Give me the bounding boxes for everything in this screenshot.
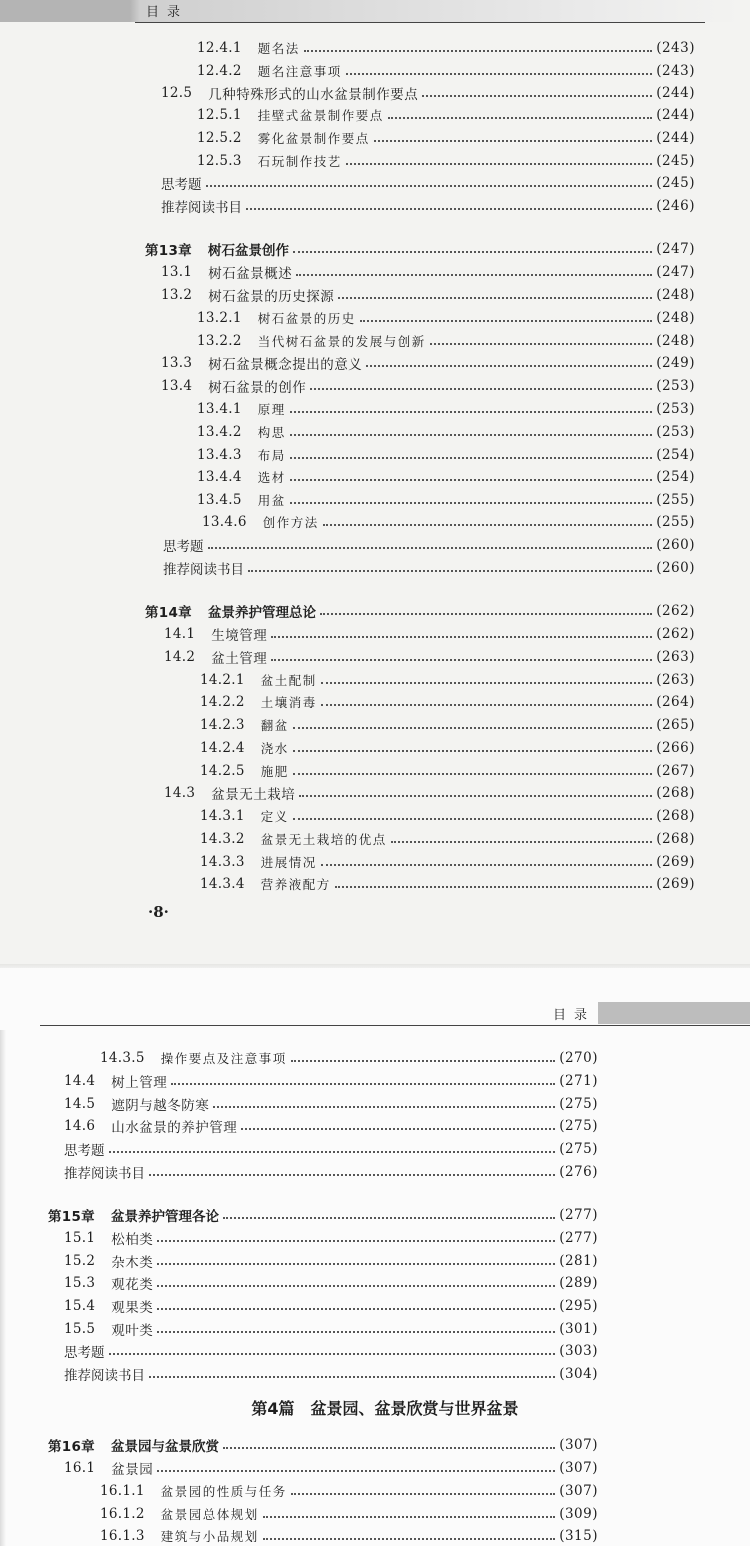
entry-number: 12.4.2 <box>197 63 242 79</box>
entry-page: (248) <box>656 333 695 349</box>
toc-entry <box>200 691 695 713</box>
entry-page: (304) <box>559 1366 598 1382</box>
toc-entry <box>161 261 695 283</box>
toc-entry <box>202 511 695 533</box>
dot-leader <box>290 411 652 413</box>
entry-page: (295) <box>559 1298 598 1314</box>
toc-entry <box>197 489 695 511</box>
dot-leader <box>299 795 652 797</box>
dot-leader <box>109 1353 556 1355</box>
entry-page: (248) <box>656 287 695 303</box>
toc-entry <box>197 421 695 443</box>
toc-entry <box>197 104 695 126</box>
entry-page: (243) <box>656 40 695 56</box>
entry-page: (289) <box>559 1275 598 1291</box>
entry-number: 13.4 <box>161 378 193 394</box>
dot-leader <box>293 773 652 775</box>
dot-leader <box>171 1083 555 1085</box>
entry-number: 13.2.2 <box>197 333 242 349</box>
entry-page: (277) <box>559 1207 598 1223</box>
dot-leader <box>388 117 652 119</box>
toc-entry <box>161 284 695 306</box>
entry-number: 12.5.2 <box>197 130 242 146</box>
entry-page: (275) <box>559 1118 598 1134</box>
toc-entry <box>161 352 695 374</box>
dot-leader <box>338 297 652 299</box>
entry-number: 13.2.1 <box>197 310 242 326</box>
dot-leader <box>149 1376 555 1378</box>
toc-entry <box>200 669 695 691</box>
dot-leader <box>157 1470 555 1472</box>
toc-entry <box>197 330 695 352</box>
toc-entry <box>64 1295 598 1317</box>
toc-chapter-entry <box>145 238 695 260</box>
dot-leader <box>206 185 653 187</box>
toc-entry <box>164 623 695 645</box>
entry-page: (266) <box>656 740 695 756</box>
toc-entry <box>100 1047 598 1069</box>
entry-title: 盆景园与盆景欣赏 <box>111 1439 219 1455</box>
entry-number: 14.6 <box>64 1118 96 1134</box>
entry-page: (271) <box>559 1073 598 1089</box>
entry-number: 第16章 <box>48 1439 95 1455</box>
toc-entry <box>200 714 695 736</box>
dot-leader <box>293 251 652 253</box>
entry-page: (249) <box>656 355 695 371</box>
dot-leader <box>290 502 652 504</box>
entry-page: (254) <box>656 469 695 485</box>
entry-title: 盆景园的性质与任务 <box>160 1484 287 1499</box>
entry-title: 用盆 <box>257 493 286 508</box>
entry-title: 盆土管理 <box>211 651 268 667</box>
dot-leader <box>223 1447 555 1449</box>
entry-page: (281) <box>559 1253 598 1269</box>
entry-title: 树上管理 <box>111 1075 168 1091</box>
dot-leader <box>213 1106 555 1108</box>
entry-page: (269) <box>656 876 695 892</box>
dot-leader <box>291 1060 555 1062</box>
entry-number: 16.1.1 <box>100 1483 145 1499</box>
entry-number: 14.3.3 <box>200 854 245 870</box>
entry-title: 思考题 <box>163 539 204 555</box>
entry-number: 15.3 <box>64 1275 96 1291</box>
toc-entry <box>100 1525 598 1546</box>
header-rule <box>40 1025 750 1026</box>
entry-page: (269) <box>656 854 695 870</box>
part-title: 第4篇 盆景园、盆景欣赏与世界盆景 <box>251 1399 519 1418</box>
dot-leader <box>320 613 652 615</box>
entry-page: (263) <box>656 672 695 688</box>
entry-number: 第15章 <box>48 1209 95 1225</box>
entry-number: 16.1.2 <box>100 1506 145 1522</box>
toc-entry <box>64 1227 598 1249</box>
toc-entry <box>100 1503 598 1525</box>
entry-page: (245) <box>656 175 695 191</box>
toc-entry <box>163 557 695 579</box>
toc-entry <box>200 760 695 782</box>
entry-number: 第14章 <box>145 605 192 621</box>
entry-title: 思考题 <box>64 1345 105 1361</box>
entry-title: 树石盆景创作 <box>208 243 289 259</box>
entry-title: 创作方法 <box>262 515 319 530</box>
entry-title: 操作要点及注意事项 <box>160 1051 287 1066</box>
entry-title: 土壤消毒 <box>260 695 317 710</box>
entry-number: 14.2 <box>164 649 196 665</box>
toc-entry <box>64 1115 598 1137</box>
entry-page: (247) <box>656 241 695 257</box>
entry-number: 14.2.2 <box>200 694 245 710</box>
dot-leader <box>321 704 652 706</box>
dot-leader <box>223 1217 555 1219</box>
entry-number: 14.3 <box>164 785 196 801</box>
entry-title: 思考题 <box>64 1143 105 1159</box>
entry-title: 观叶类 <box>111 1323 154 1339</box>
toc-entry <box>161 82 695 104</box>
toc-entry <box>197 444 695 466</box>
entry-page: (267) <box>656 763 695 779</box>
entry-page: (248) <box>656 310 695 326</box>
toc-entry <box>163 534 695 556</box>
entry-title: 思考题 <box>161 177 202 193</box>
entry-title: 施肥 <box>260 764 289 779</box>
entry-title: 推荐阅读书目 <box>64 1166 145 1182</box>
toc-entry <box>161 195 695 217</box>
entry-number: 14.2.3 <box>200 717 245 733</box>
toc-entry <box>64 1138 598 1160</box>
dot-leader <box>149 1174 555 1176</box>
entry-page: (301) <box>559 1321 598 1337</box>
toc-entry <box>161 375 695 397</box>
entry-number: 14.4 <box>64 1073 96 1089</box>
dot-leader <box>323 524 652 526</box>
toc-entry <box>164 782 695 804</box>
entry-page: (253) <box>656 378 695 394</box>
page-number: ·8· <box>148 903 169 921</box>
dot-leader <box>246 208 652 210</box>
toc-entry <box>164 646 695 668</box>
entry-page: (309) <box>559 1506 598 1522</box>
dot-leader <box>290 457 652 459</box>
dot-leader <box>422 95 652 97</box>
toc-entry <box>64 1070 598 1092</box>
entry-title: 建筑与小品规划 <box>160 1529 259 1544</box>
entry-page: (244) <box>656 130 695 146</box>
entry-title: 松柏类 <box>111 1232 154 1248</box>
entry-title: 山水盆景的养护管理 <box>111 1120 238 1136</box>
entry-page: (253) <box>656 401 695 417</box>
toc-entry <box>197 127 695 149</box>
dot-leader <box>290 434 652 436</box>
entry-title: 推荐阅读书目 <box>163 562 244 578</box>
dot-leader <box>157 1331 555 1333</box>
header-bar <box>0 0 750 22</box>
toc-entry <box>197 466 695 488</box>
entry-number: 12.4.1 <box>197 40 242 56</box>
running-header: 目录 <box>146 5 189 20</box>
entry-title: 盆景养护管理总论 <box>208 605 316 621</box>
entry-title: 盆景养护管理各论 <box>111 1209 219 1225</box>
entry-page: (275) <box>559 1141 598 1157</box>
dot-leader <box>310 388 652 390</box>
entry-page: (254) <box>656 447 695 463</box>
toc-entry <box>64 1340 598 1362</box>
dot-leader <box>321 682 652 684</box>
entry-title: 定义 <box>260 809 289 824</box>
entry-page: (262) <box>656 626 695 642</box>
dot-leader <box>248 570 652 572</box>
toc-entry <box>64 1363 598 1385</box>
entry-title: 观果类 <box>111 1300 154 1316</box>
toc-entry <box>64 1093 598 1115</box>
entry-page: (268) <box>656 831 695 847</box>
entry-page: (263) <box>656 649 695 665</box>
entry-title: 盆景无土栽培 <box>211 787 296 803</box>
entry-page: (255) <box>656 492 695 508</box>
entry-title: 营养液配方 <box>260 877 331 892</box>
entry-number: 13.4.4 <box>197 469 242 485</box>
entry-title: 题名注意事项 <box>257 64 342 79</box>
entry-number: 13.3 <box>161 355 193 371</box>
entry-title: 进展情况 <box>260 855 317 870</box>
entry-page: (268) <box>656 785 695 801</box>
entry-title: 浇水 <box>260 741 289 756</box>
header-rule <box>135 22 705 23</box>
entry-number: 第13章 <box>145 243 192 259</box>
page-edge-shadow <box>0 1030 6 1546</box>
entry-page: (255) <box>656 514 695 530</box>
toc-entry <box>200 828 695 850</box>
entry-page: (307) <box>559 1483 598 1499</box>
dot-leader <box>346 163 652 165</box>
dot-leader <box>293 727 652 729</box>
dot-leader <box>360 320 652 322</box>
entry-number: 14.2.5 <box>200 763 245 779</box>
dot-leader <box>430 343 652 345</box>
entry-title: 翻盆 <box>260 718 289 733</box>
entry-page: (244) <box>656 107 695 123</box>
entry-title: 构思 <box>257 425 286 440</box>
running-header: 目录 <box>553 1008 596 1023</box>
entry-number: 14.3.5 <box>100 1050 145 1066</box>
dot-leader <box>157 1240 555 1242</box>
entry-page: (276) <box>559 1164 598 1180</box>
entry-number: 12.5.1 <box>197 107 242 123</box>
entry-title: 原理 <box>257 402 286 417</box>
dot-leader <box>304 50 652 52</box>
entry-title: 雾化盆景制作要点 <box>257 131 370 146</box>
entry-page: (268) <box>656 808 695 824</box>
entry-page: (264) <box>656 694 695 710</box>
entry-title: 遮阴与越冬防寒 <box>111 1098 210 1114</box>
entry-page: (260) <box>656 560 695 576</box>
entry-title: 题名法 <box>257 41 300 56</box>
entry-page: (245) <box>656 153 695 169</box>
dot-leader <box>109 1151 556 1153</box>
entry-number: 12.5 <box>161 85 193 101</box>
entry-title: 观花类 <box>111 1277 154 1293</box>
toc-chapter-entry <box>48 1434 598 1456</box>
entry-page: (262) <box>656 603 695 619</box>
dot-leader <box>391 841 652 843</box>
entry-page: (307) <box>559 1460 598 1476</box>
toc-entry <box>197 307 695 329</box>
entry-page: (303) <box>559 1343 598 1359</box>
toc-entry <box>200 737 695 759</box>
dot-leader <box>157 1263 555 1265</box>
entry-page: (244) <box>656 85 695 101</box>
entry-title: 挂壁式盆景制作要点 <box>257 108 384 123</box>
dot-leader <box>293 750 652 752</box>
toc-entry <box>200 805 695 827</box>
toc-entry <box>161 172 695 194</box>
dot-leader <box>263 1516 555 1518</box>
dot-leader <box>291 1493 555 1495</box>
dot-leader <box>241 1128 555 1130</box>
entry-title: 杂木类 <box>111 1255 154 1271</box>
entry-number: 15.1 <box>64 1230 96 1246</box>
toc-entry <box>64 1272 598 1294</box>
dot-leader <box>296 274 652 276</box>
entry-number: 14.2.4 <box>200 740 245 756</box>
toc-entry <box>64 1318 598 1340</box>
entry-title: 盆土配制 <box>260 673 317 688</box>
entry-number: 13.4.1 <box>197 401 242 417</box>
entry-number: 15.4 <box>64 1298 96 1314</box>
entry-title: 树石盆景概念提出的意义 <box>208 357 363 373</box>
entry-number: 16.1.3 <box>100 1528 145 1544</box>
entry-page: (247) <box>656 264 695 280</box>
entry-page: (270) <box>559 1050 598 1066</box>
entry-number: 13.4.6 <box>202 514 247 530</box>
dot-leader <box>366 365 652 367</box>
toc-page-2 <box>0 968 750 1546</box>
entry-title: 布局 <box>257 448 286 463</box>
entry-number: 13.2 <box>161 287 193 303</box>
entry-title: 树石盆景的创作 <box>208 380 307 396</box>
entry-number: 13.1 <box>161 264 193 280</box>
entry-number: 14.5 <box>64 1096 96 1112</box>
entry-title: 盆景无土栽培的优点 <box>260 832 387 847</box>
toc-entry <box>64 1457 598 1479</box>
entry-title: 盆景园 <box>111 1462 154 1478</box>
toc-entry <box>197 398 695 420</box>
entry-page: (277) <box>559 1230 598 1246</box>
toc-entry <box>100 1480 598 1502</box>
entry-number: 12.5.3 <box>197 153 242 169</box>
entry-number: 15.2 <box>64 1253 96 1269</box>
entry-page: (253) <box>656 424 695 440</box>
entry-page: (243) <box>656 63 695 79</box>
dot-leader <box>263 1538 555 1540</box>
toc-entry <box>197 150 695 172</box>
entry-title: 几种特殊形式的山水盆景制作要点 <box>208 87 419 103</box>
toc-entry <box>200 851 695 873</box>
dot-leader <box>157 1308 555 1310</box>
dot-leader <box>346 73 652 75</box>
entry-page: (315) <box>559 1528 598 1544</box>
entry-number: 14.1 <box>164 626 196 642</box>
entry-number: 16.1 <box>64 1460 96 1476</box>
toc-entry <box>197 60 695 82</box>
entry-page: (265) <box>656 717 695 733</box>
dot-leader <box>271 659 652 661</box>
entry-title: 生境管理 <box>211 628 268 644</box>
entry-page: (260) <box>656 537 695 553</box>
entry-title: 盆景园总体规划 <box>160 1507 259 1522</box>
toc-chapter-entry <box>48 1204 598 1226</box>
entry-title: 树石盆景的历史探源 <box>208 289 335 305</box>
dot-leader <box>157 1285 555 1287</box>
dot-leader <box>271 636 652 638</box>
header-bar <box>598 1002 750 1024</box>
entry-page: (275) <box>559 1096 598 1112</box>
entry-number: 15.5 <box>64 1321 96 1337</box>
entry-title: 石玩制作技艺 <box>257 154 342 169</box>
entry-number: 13.4.5 <box>197 492 242 508</box>
entry-title: 选材 <box>257 470 286 485</box>
entry-page: (246) <box>656 198 695 214</box>
entry-number: 14.3.1 <box>200 808 245 824</box>
dot-leader <box>335 886 652 888</box>
entry-number: 13.4.3 <box>197 447 242 463</box>
entry-number: 14.3.2 <box>200 831 245 847</box>
entry-page: (307) <box>559 1437 598 1453</box>
entry-number: 14.2.1 <box>200 672 245 688</box>
entry-title: 树石盆景的历史 <box>257 311 356 326</box>
dot-leader <box>293 818 652 820</box>
toc-chapter-entry <box>145 600 695 622</box>
entry-title: 当代树石盆景的发展与创新 <box>257 334 426 349</box>
toc-entry <box>64 1161 598 1183</box>
toc-entry <box>200 873 695 895</box>
dot-leader <box>208 547 653 549</box>
entry-title: 推荐阅读书目 <box>161 200 242 216</box>
toc-entry <box>64 1250 598 1272</box>
dot-leader <box>321 864 652 866</box>
entry-number: 13.4.2 <box>197 424 242 440</box>
toc-entry <box>197 37 695 59</box>
entry-title: 推荐阅读书目 <box>64 1368 145 1384</box>
dot-leader <box>290 479 652 481</box>
entry-title: 树石盆景概述 <box>208 266 293 282</box>
dot-leader <box>374 140 652 142</box>
entry-number: 14.3.4 <box>200 876 245 892</box>
